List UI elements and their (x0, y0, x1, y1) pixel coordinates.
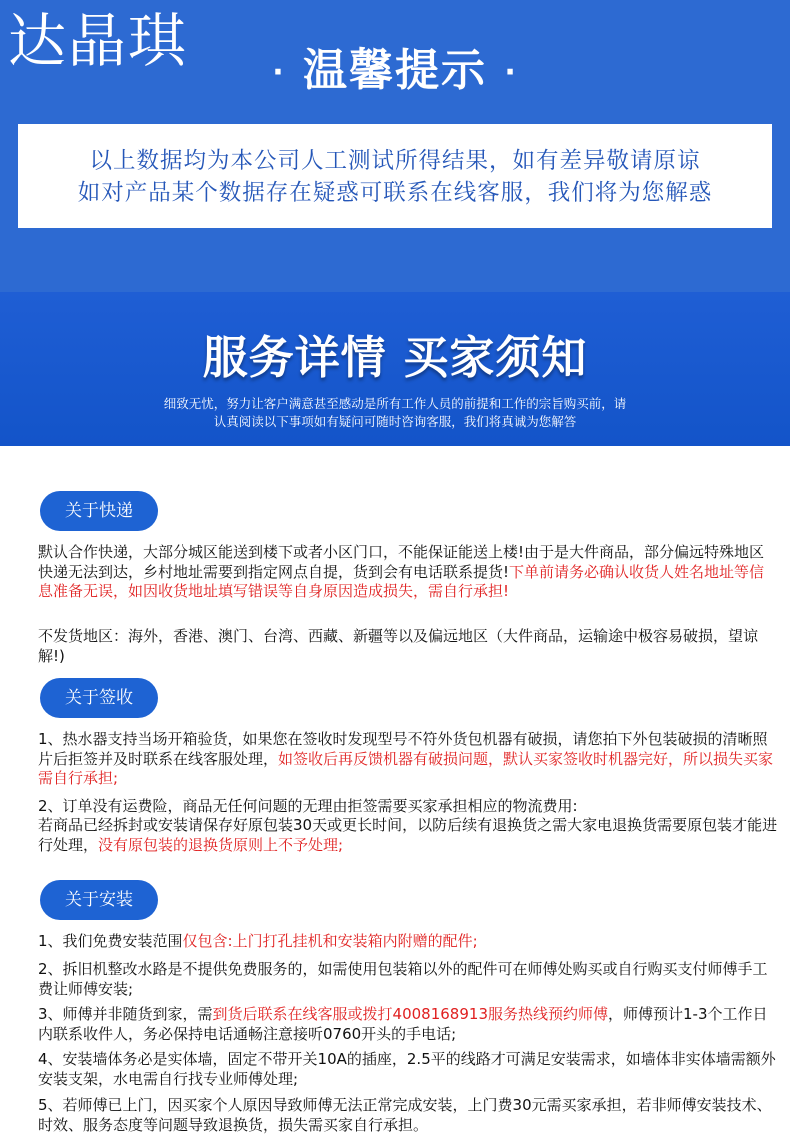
receipt-paragraph-3 (38, 816, 778, 855)
install-p1-text: 1、我们免费安装范围 (38, 932, 183, 950)
section-label-receipt: 关于签收 (40, 678, 158, 718)
receipt-paragraph-2: 2、订单没有运费险，商品无任何问题的无理由拒签需要买家承担相应的物流费用: (38, 797, 578, 815)
receipt-p3-text: 若商品已经拆封或安装请保存好原包装30天或更长时间，以防后续有退换货之需大家电退换货需要原包装才能进行处理， (38, 816, 778, 854)
install-paragraph-3 (38, 1005, 778, 1044)
install-p3-text-2: ，师傅预计1-3个工作日内联系收件人，务必保持电话通畅注意接听0760开头的手电话; (38, 1005, 768, 1043)
receipt-paragraph-1 (38, 730, 778, 789)
receipt-p1-text: 1、热水器支持当场开箱验货，如果您在签收时发现型号不符外货包机器有破损，请您拍下外包装破损的清晰照片后拒签并及时联系在线客服处理， (38, 730, 768, 768)
service-subtitle-line-2: 认真阅读以下事项如有疑问可随时咨询客服，我们将真诚为您解答 (213, 414, 577, 429)
section-label-install: 关于安装 (40, 880, 158, 920)
install-paragraph-4: 4、安装墙体务必是实体墙，固定不带开关10A的插座，2.5平的线路才可满足安装需求，如墙体非实体墙需额外安装支架，水电需自行找专业师傅处理; (38, 1050, 776, 1088)
install-paragraph-1 (38, 932, 778, 952)
notice-title-dot-right: · (504, 55, 518, 90)
receipt-p1-warning: 如签收后再反馈机器有破损问题，默认买家签收时机器完好，所以损失买家需自行承担; (38, 749, 774, 787)
install-paragraph-5: 5、若师傅已上门，因买家个人原因导致师傅无法正常完成安装，上门费30元需买家承担，若非师傅安装技术、时效、服务态度等问题导致退换货，损失需买家自行承担。 (38, 1096, 772, 1134)
install-p1-warning: 仅包含:上门打孔挂机和安装箱内附赠的配件; (182, 932, 478, 950)
delivery-p1-warning: 下单前请务必确认收货人姓名地址等信息准备无误，如因收货地址填写错误等自身原因造成损失，需自行承担! (38, 562, 765, 600)
notice-line-1: 以上数据均为本公司人工测试所得结果，如有差异敬请原谅 (89, 148, 701, 174)
notice-title-dot-left: · (272, 55, 286, 90)
install-p3-hotline: 到货后联系在线客服或拨打4008168913服务热线预约师傅 (212, 1005, 608, 1023)
service-banner (0, 292, 790, 446)
install-p3-text: 3、师傅并非随货到家，需 (38, 1005, 213, 1023)
notice-header (0, 0, 790, 292)
notice-title (0, 42, 790, 102)
delivery-paragraph-2: 不发货地区：海外，香港、澳门、台湾、西藏、新疆等以及偏远地区（大件商品，运输途中极容易破损，望谅解!) (38, 627, 759, 665)
notice-box (18, 124, 772, 228)
receipt-p3-warning: 没有原包装的退换货原则上不予处理; (98, 835, 344, 854)
service-subtitle-line-1: 细致无忧，努力让客户满意甚至感动是所有工作人员的前提和工作的宗旨购买前，请 (163, 396, 627, 411)
delivery-paragraph-1 (38, 543, 778, 602)
section-label-delivery: 关于快递 (40, 491, 158, 531)
notice-line-2: 如对产品某个数据存在疑惑可联系在线客服，我们将为您解惑 (77, 180, 713, 206)
service-title: 服务详情 买家须知 (202, 331, 588, 384)
delivery-p1-text: 默认合作快递，大部分城区能送到楼下或者小区门口，不能保证能送上楼!由于是大件商品，部分偏远特殊地区快递无法到达，乡村地址需要到指定网点自提，货到会有电话联系提货! (38, 543, 765, 581)
install-paragraph-2: 2、拆旧机整改水路是不提供免费服务的，如需使用包装箱以外的配件可在师傅处购买或自行购买支付师傅手工费让师傅安装; (38, 960, 768, 998)
notice-title-text: 温馨提示 (303, 45, 487, 96)
brand-logo-text: 达晶琪 (8, 7, 189, 75)
